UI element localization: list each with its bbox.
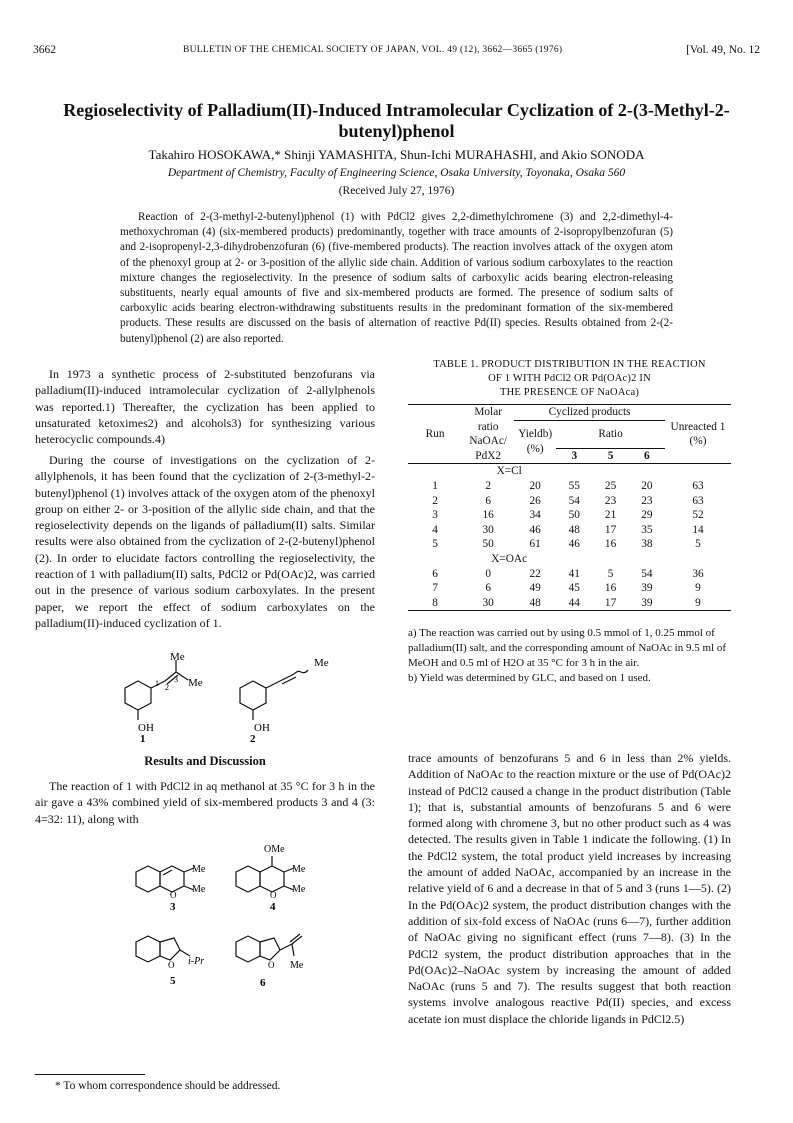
me-label: Me — [188, 677, 203, 689]
table-note-a: a) The reaction was carried out by using 0.5 mmol of 1, 0.25 mmol of palladium(II) salt, and the corresponding amount of NaOAc in 9.5 ml of MeOH and 0.5 ml of H2O at 35 °C for 3 h in the air. — [408, 627, 727, 669]
correspondence-footnote: * To whom correspondence should be addressed. — [55, 1080, 281, 1092]
author-list: Takahiro HOSOKAWA,* Shinji YAMASHITA, Shun-Ichi MURAHASHI, and Akio SONODA — [148, 147, 645, 162]
group-label-cl: X=Cl — [496, 465, 522, 478]
me-label: Me — [170, 651, 185, 663]
footnote-rule — [35, 1074, 145, 1075]
compound-number: 2 — [250, 733, 256, 742]
col-header-5: 5 — [607, 449, 614, 462]
me-label: Me — [292, 864, 306, 875]
me-label: Me — [314, 657, 329, 669]
me-label: Me — [292, 884, 306, 895]
table-row: 2 6 26 54 23 23 63 — [432, 494, 704, 507]
table-note-b: b) Yield was determined by GLC, and based on 1 used. — [408, 672, 651, 684]
section-heading: Results and Discussion — [144, 754, 266, 768]
me-label: Me — [290, 960, 304, 971]
ome-label: OMe — [264, 844, 285, 855]
svg-text:O: O — [268, 960, 275, 970]
affiliation: Department of Chemistry, Faculty of Engineering Science, Osaka University, Toyonaka, Osaka 560 — [167, 167, 626, 179]
compound-number: 4 — [270, 901, 276, 910]
discussion-paragraph: trace amounts of benzofurans 5 and 6 in less than 2% yields. Addition of NaOAc to the reaction mixture or the use of Pd(OAc)2 instead of PdCl2 caused a change in the product distribution (Table 1); that is, substantial amounts of benzofurans 5 and 6 were formed along with chromene 3, but no other product such as 4 was detected. The results given in Table 1 indicate the following. (1) In the PdCl2 system, the total product yield increases by increasing the amount of added NaOAc, accompanied by an increase in the relative yield of 6 and a decrease in that of 5 and 3 (runs 1—5). (2) In the Pd(OAc)2 system, the product distribution changes with the addition of six-fold excess of NaOAc (runs 6—7), further addition of NaOAc giving no significant effect (runs 7—8). (3) In the PdCl2 system, the product distribution approaches that in the Pd(OAc)2–NaOAc system by increasing the amount of added NaOAc (runs 5 and 7). The results suggest that both reaction systems involve analogous reactive Pd(II) species, and excess acetate ion must displace the chloride ligands in PdCl2.5) — [408, 751, 731, 1026]
compound-number: 1 — [140, 733, 146, 742]
structure-6 — [230, 928, 320, 995]
oh-label: OH — [254, 722, 270, 734]
col-header-ratio: Ratio — [556, 420, 665, 448]
svg-text:O: O — [168, 960, 175, 970]
journal-citation: BULLETIN OF THE CHEMICAL SOCIETY OF JAPAN, VOL. 49 (12), 3662—3665 (1976) — [183, 45, 563, 55]
page-number: 3662 — [33, 44, 56, 56]
compound-number: 6 — [260, 977, 266, 989]
col-header-6: 6 — [644, 449, 650, 462]
structure-5 — [130, 928, 220, 991]
col-header-run: Run — [425, 427, 445, 440]
table-row: 3 16 34 50 21 29 52 — [432, 509, 704, 522]
structure-3 — [130, 858, 210, 915]
col-header-3: 3 — [571, 449, 578, 462]
group-label-oac: X=OAc — [491, 552, 528, 565]
caption-line: TABLE 1. PRODUCT DISTRIBUTION IN THE REACTION — [433, 359, 706, 370]
caption-line: OF 1 WITH PdCl2 OR Pd(OAc)2 IN — [488, 373, 651, 384]
table-row: 6 0 22 41 5 54 36 — [432, 567, 704, 580]
compound-number: 3 — [170, 901, 176, 910]
received-date: (Received July 27, 1976) — [338, 185, 455, 197]
results-paragraph: The reaction of 1 with PdCl2 in aq methanol at 35 °C for 3 h in the air gave a 43% combined yield of six-membered products 3 and 4 (3: 4=32: 11), along with — [35, 779, 375, 826]
table-row: 5 50 61 46 16 38 5 — [432, 538, 701, 551]
table-row: 1 2 20 55 25 20 63 — [432, 479, 704, 492]
locant: 3 — [174, 675, 178, 684]
table-footnotes — [408, 626, 731, 686]
table-row: 8 30 48 44 17 39 9 — [408, 596, 731, 611]
locant: 1 — [155, 679, 159, 688]
svg-text:O: O — [270, 890, 277, 900]
structure-1 — [110, 650, 210, 747]
intro-paragraph-1: In 1973 a synthetic process of 2-substituted benzofurans via palladium(II)-induced intramolecular cyclization of 2-allylphenols was reported.1) Thereafter, the cyclization has been applied to unsaturated ketoximes2) and alcohols3) for synthesizing various heterocyclic compounds.4) — [35, 367, 375, 447]
running-header — [33, 44, 760, 60]
table-caption — [408, 358, 731, 400]
volume-issue: [Vol. 49, No. 12 — [686, 44, 760, 56]
product-distribution-table — [408, 404, 731, 611]
me-label: Me — [192, 884, 206, 895]
structure-4 — [230, 836, 320, 915]
col-header-yield: Yieldb) (%) — [518, 428, 553, 455]
caption-line: THE PRESENCE OF NaOAca) — [499, 387, 640, 398]
col-header-unreacted: Unreacted 1 (%) — [670, 420, 726, 448]
locant: 2 — [165, 683, 169, 692]
ipr-label: i-Pr — [188, 956, 205, 967]
intro-paragraph-2: During the course of investigations on the cyclization of 2-allylphenols, it has been found that the cyclization of 2-(3-methyl-2-butenyl)phenol (1) involves attack of the oxygen atom of the phenoxyl group on either 2- or 3-position of the allylic side chain, and that the regioselectivity depends on the ligands of palladium(II) salts. Similar results were also obtained from the cyclization of 2-(2-butenyl)phenol (2). In order to elucidate factors controlling the regioselectivity, the reaction of 1 with palladium(II) salts, PdCl2 or Pd(OAc)2, was carried out in the presence of various sodium carboxylates. In the present paper, we report the effect of sodium carboxylates on the palladium(II)-induced cyclization of 1. — [35, 453, 375, 630]
table-row: 4 30 46 48 17 35 14 — [432, 523, 704, 536]
col-header-cyclized: Cyclized products — [514, 405, 665, 421]
compound-number: 5 — [170, 975, 176, 986]
oh-label: OH — [138, 722, 154, 734]
paper-title: Regioselectivity of Palladium(II)-Induced Intramolecular Cyclization of 2-(3-Methyl-2-butenyl)phenol — [63, 100, 730, 141]
table-row: 7 6 49 45 16 39 9 — [432, 582, 701, 595]
col-header-molar: Molar ratio NaOAc/ PdX2 — [469, 406, 507, 462]
abstract: Reaction of 2-(3-methyl-2-butenyl)phenol (1) with PdCl2 gives 2,2-dimethylchromene (3) and 2,2-dimethyl-4-methoxychroman (4) (six-membered products) predominantly, together with trace amounts of 2-isopropylbenzofuran (5) and 2-isopropenyl-2,3-dihydrobenzofuran (6) (five-membered products). The reaction involves attack of the oxygen atom of the phenoxyl group at 2- or 3-position of the allylic side chain. Addition of various sodium carboxylates to the reaction mixture changes the regioselectivity. In the presence of sodium salts of carboxylic acids bearing electron-releasing substituents, nearly equal amounts of five and six-membered products are formed. The presence of sodium salts of carboxylic acids bearing electron-withdrawing substituents results in the predominant formation of the six-membered products. These results are discussed on the basis of alternation of reactive Pd(II) species. Results obtained from 2-(2-butenyl)phenol (2) are also reported. — [120, 211, 673, 345]
me-label: Me — [192, 864, 206, 875]
svg-text:O: O — [170, 890, 177, 900]
structure-2 — [228, 650, 338, 747]
